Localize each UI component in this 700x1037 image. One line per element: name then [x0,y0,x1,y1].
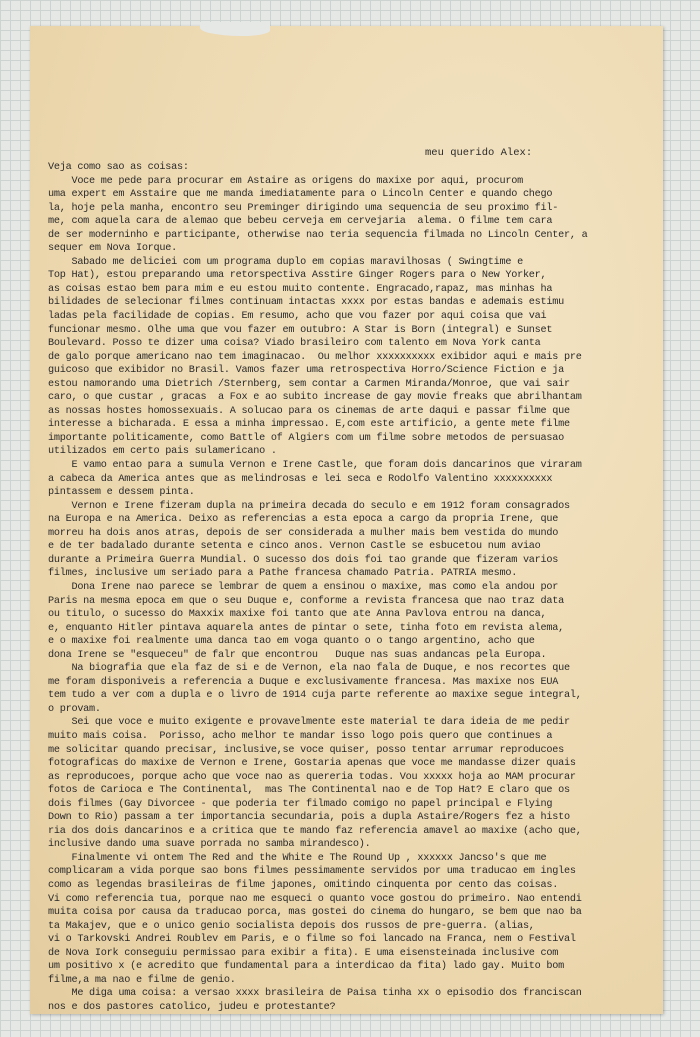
letter-line: importante politicamente, como Battle of Algiers com um filme sobre metodos de persuasao [48,432,564,444]
letter-page [30,26,663,1014]
letter-line: pintassem e dessem pinta. [48,487,195,499]
letter-line: Na biografia que ela faz de si e de Vernon, ela nao fala de Duque, e nos recortes que [48,663,570,675]
letter-line: as reproducoes, porque acho que voce nao as quereria todas. Vou xxxxx hoja ao MAM procurar [48,771,576,783]
letter-line: nos e dos pastores catolico, judeu e protestante? [48,1001,336,1013]
letter-line: Sabado me deliciei com um programa duplo em copias maravilhosas ( Swingtime e [48,256,523,268]
letter-line: inclusive dando uma suave porrada no samba mirandesco). [48,839,371,851]
letter-line: bilidades de selecionar filmes continuam intactas xxxx por estas bandas e ademais estimu [48,297,564,309]
letter-line: caro, o que custar , gracas a Fox e ao subito increase de gay movie freaks que abrilhantam [48,392,582,404]
letter-line: como as legendas brasileiras de filme japones, omitindo cinquenta por cento das coisas. [48,879,559,891]
letter-line: me, com aquela cara de alemao que bebeu cerveja em cervejaria alema. O filme tem cara [48,216,553,228]
letter-line: de Nova Iork conseguiu permissao para exibir a fita). E uma eisensteinada inclusive com [48,947,559,959]
letter-line: e, enquanto Hitler pintava aquarela antes de pintar o sete, tinha foto em revista alema, [48,622,564,634]
letter-line: Voce me pede para procurar em Astaire as origens do maxixe por aqui, procurom [48,175,523,187]
letter-line: Dona Irene nao parece se lembrar de quem a ensinou o maxixe, mas como ela andou por [48,581,559,593]
letter-line: um positivo x (e acredito que fundamental para a interdicao da fita) lado gay. Muito bom [48,961,564,973]
letter-line: morreu ha dois anos atras, depois de ser considerada a mulher mais bem vestida do mundo [48,527,559,539]
letter-line: filme,a ma nao e filme de genio. [48,974,236,986]
letter-line: Finalmente vi ontem The Red and the White e The Round Up , xxxxxx Jancso's que me [48,852,547,864]
letter-line: Vi como referencia tua, porque nao me esqueci o quanto voce gostou do primeiro. Nao entendi [48,893,582,905]
letter-line: e o maxixe foi realmente uma danca tao em voga quanto o o tango argentino, acho que [48,636,535,648]
letter-line: ou titulo, o sucesso do Maxxix maxixe foi tanto que ate Anna Pavlova entrou na danca, [48,609,547,621]
letter-line: Boulevard. Posso te dizer uma coisa? Viado brasileiro com talento em Nova York canta [48,338,541,350]
letter-line: estou namorando uma Dietrich /Sternberg, sem contar a Carmen Miranda/Monroe, que vai sair [48,378,570,390]
letter-line: dois filmes (Gay Divorcee - que poderia ter filmado comigo no papel principal e Flying [48,798,553,810]
letter-body [48,26,666,1028]
letter-line: uma expert em Asstaire que me manda imediatamente para o Lincoln Center e quando chego [48,189,553,201]
letter-line: Veja como sao as coisas: [48,162,189,173]
letter-line: Sei que voce e muito exigente e provavelmente este material te dara ideia de me pedir [48,717,570,729]
letter-line: o provam. [48,703,101,715]
letter-line: dona Irene se "esqueceu" de falr que encontrou Duque nas suas andancas pela Europa. [48,649,547,661]
letter-line: complicaram a vida porque sao bons filmes pessimamente servidos por uma traducao em ingles [48,866,576,878]
letter-line: sequer em Nova Iorque. [48,243,177,255]
letter-line: me solicitar quando precisar, inclusive,se voce quiser, posso tentar arrumar reproducoes [48,744,564,756]
letter-line: E vamo entao para a sumula Vernon e Irene Castle, que foram dois dancarinos que viraram [48,460,582,472]
letter-line: muito mais coisa. Porisso, acho melhor te mandar isso logo pois quero que continues a [48,730,553,742]
letter-line: funcionar mesmo. Olhe uma que vou fazer em outubro: A Star is Born (integral) e Sunset [48,324,553,336]
letter-line: as coisas estao bem para mim e eu estou muito contente. Engracado,rapaz, mas minhas ha [48,283,553,295]
letter-salutation: meu querido Alex: [425,147,533,159]
letter-line: la, hoje pela manha, encontro seu Preminger dirigindo uma sequencia de seu proximo fil- [48,202,559,214]
letter-line: Vernon e Irene fizeram dupla na primeira decada do seculo e em 1912 foram consagrados [48,500,570,512]
letter-line: me foram disponiveis a referencia a Duque e exclusivamente francesa. Mas maxixe nos EUA [48,676,559,688]
letter-line: as nossas hostes homossexuais. A solucao para os cinemas de arte daqui e passar filme que [48,405,570,417]
letter-line: ria dos dois dancarinos e a critica que te mando faz referencia amavel ao maxixe (acho que, [48,825,582,837]
letter-line: tem tudo a ver com a dupla e o livro de 1914 cuja parte referente ao maxixe segue integral, [48,690,582,702]
letter-line: fotograficas do maxixe de Vernon e Irene, Gostaria apenas que voce me mandasse dizer quais [48,758,576,770]
letter-line: utilizados em certo pais sulamericano . [48,446,277,458]
letter-line: durante a Primeira Guerra Mundial. O sucesso dos dois foi tao grande que fizeram varios [48,554,559,566]
letter-line: e de ter badalado durante setenta e cinco anos. Vernon Castle se esbucetou num aviao [48,541,541,553]
letter-line: interesse a bicharada. E essa a minha impressao. E,com este artificio, a gente mete filme [48,419,570,431]
letter-line [48,1014,666,1028]
letter-line: Down to Rio) passam a ter importancia secundaria, pois a dupla Astaire/Rogers fez a histo [48,812,570,824]
letter-line: filmes, inclusive um seriado para a Pathe francesa chamado Patria. PATRIA mesmo. [48,568,518,580]
letter-line: a cabeca da America antes que as melindrosas e lei seca e Rodolfo Valentino xxxxxxxxxx [48,473,553,485]
letter-line: ladas pela facilidade de copias. Em resumo, acho que vou fazer por aqui coisa que vai [48,311,547,323]
letter-line: muita coisa por causa da traducao porca, mas gostei do cinema do hungaro, se bem que nao ba [48,907,582,919]
letter-line: de galo porque americano nao tem imaginacao. Ou melhor xxxxxxxxxx exibidor aqui e mais pre [48,351,582,363]
letter-line: Me diga uma coisa: a versao xxxx brasileira de Paisa tinha xx o episodio dos franciscan [48,988,582,1000]
letter-line: Paris na mesma epoca em que o seu Duque e, conforme a revista francesa que nao traz data [48,595,564,607]
letter-line: fotos de Carioca e The Continental, mas The Continental nao e de Top Hat? E claro que os [48,785,570,797]
letter-line: vi o Tarkovski Andrei Roublev em Paris, e o filme so foi lancado na Franca, nem o Festival [48,934,576,946]
letter-line: guicoso que exibidor no Brasil. Vamos fazer uma retrospectiva Horro/Science Fiction e ja [48,365,564,377]
letter-line: Top Hat), estou preparando uma retorspectiva Asstire Ginger Rogers para o New Yorker, [48,270,547,282]
letter-line: ta Makajev, que e o unico genio socialista depois dos russos de pre-guerra. (alias, [48,920,535,932]
letter-line: na Europa e na America. Deixo as referencias a esta epoca a cargo da propria Irene, que [48,514,559,526]
letter-line: de ser moderninho e participante, otherwise nao teria sequencia filmada no Lincoln Center, a [48,229,588,241]
